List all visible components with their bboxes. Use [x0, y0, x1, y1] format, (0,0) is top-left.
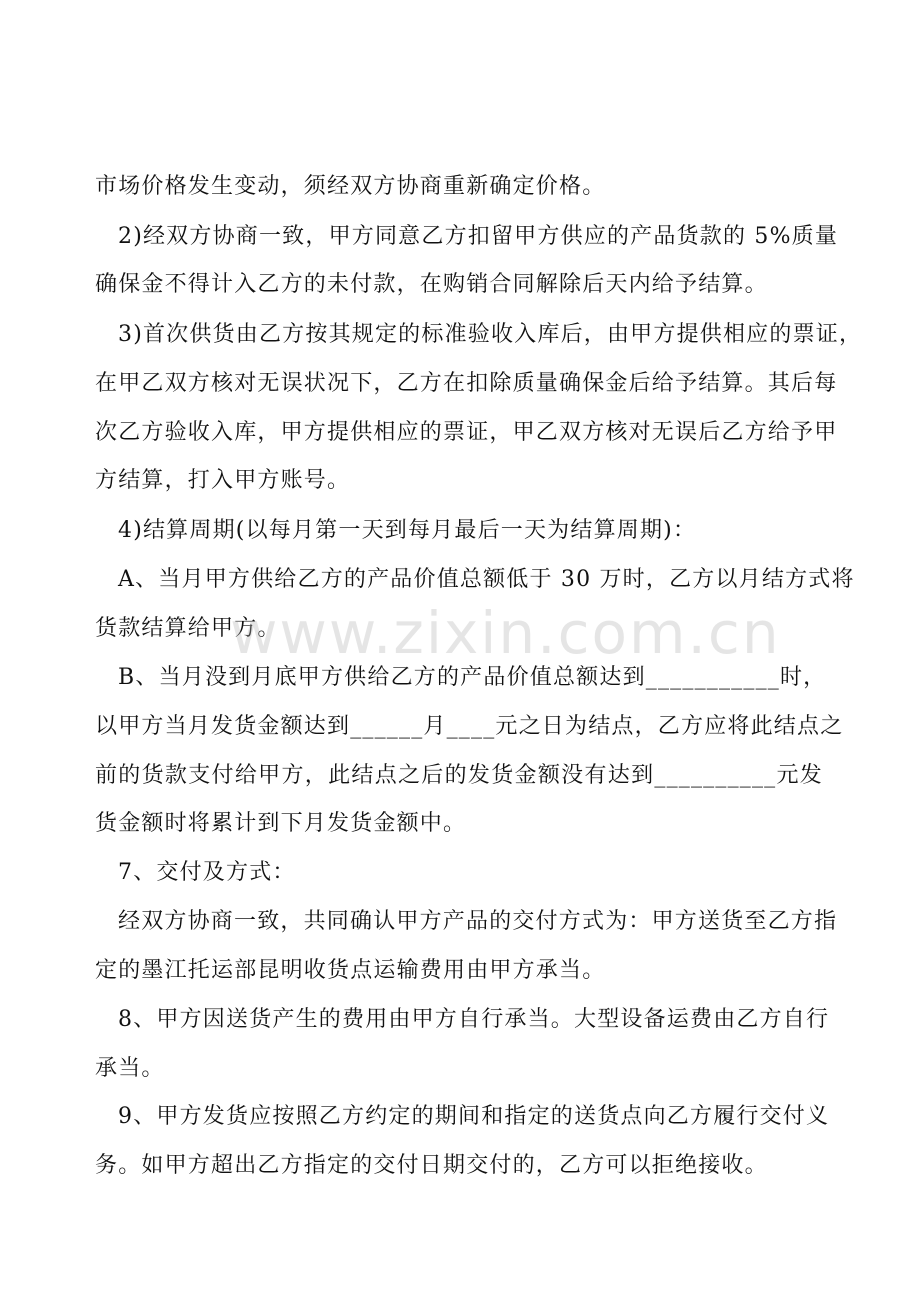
text-line: 市场价格发生变动，须经双方协商重新确定价格。: [95, 174, 606, 199]
text-line: B、当月没到月底甲方供给乙方的产品价值总额达到___________时，: [118, 665, 827, 690]
text-line: 前的货款支付给甲方，此结点之后的发货金额没有达到__________元发: [95, 763, 823, 788]
text-line: A、当月甲方供给乙方的产品价值总额低于 30 万时，乙方以月结方式将: [118, 567, 855, 592]
text-line: 货款结算给甲方。: [95, 616, 281, 641]
text-line: 方结算，打入甲方账号。: [95, 468, 351, 493]
text-line: 以甲方当月发货金额达到______月____元之日为结点，乙方应将此结点之: [95, 714, 844, 739]
text-line: 确保金不得计入乙方的未付款，在购销合同解除后天内给予结算。: [95, 272, 768, 297]
text-line: 经双方协商一致，共同确认甲方产品的交付方式为：甲方送货至乙方指: [118, 909, 838, 934]
text-line: 9、甲方发货应按照乙方约定的期间和指定的送货点向乙方履行交付义: [118, 1104, 830, 1129]
watermark: www.zixin.com.cn: [230, 599, 781, 667]
text-line: 4)结算周期(以每月第一天到每月最后一天为结算周期)：: [118, 518, 697, 543]
text-line: 7、交付及方式：: [118, 860, 296, 885]
text-line: 务。如甲方超出乙方指定的交付日期交付的，乙方可以拒绝接收。: [95, 1153, 768, 1178]
text-line: 定的墨江托运部昆明收货点运输费用由甲方承当。: [95, 958, 606, 983]
text-line: 8、甲方因送货产生的费用由甲方自行承当。大型设备运费由乙方自行: [118, 1007, 830, 1032]
text-line: 次乙方验收入库，甲方提供相应的票证，甲乙双方核对无误后乙方给予甲: [95, 420, 838, 445]
text-line: 承当。: [95, 1056, 165, 1081]
text-line: 2)经双方协商一致，甲方同意乙方扣留甲方供应的产品货款的 5%质量: [118, 224, 839, 249]
text-line: 货金额时将累计到下月发货金额中。: [95, 811, 467, 836]
text-line: 3)首次供货由乙方按其规定的标准验收入库后，由甲方提供相应的票证，: [118, 322, 863, 347]
text-line: 在甲乙双方核对无误状况下，乙方在扣除质量确保金后给予结算。其后每: [95, 371, 838, 396]
